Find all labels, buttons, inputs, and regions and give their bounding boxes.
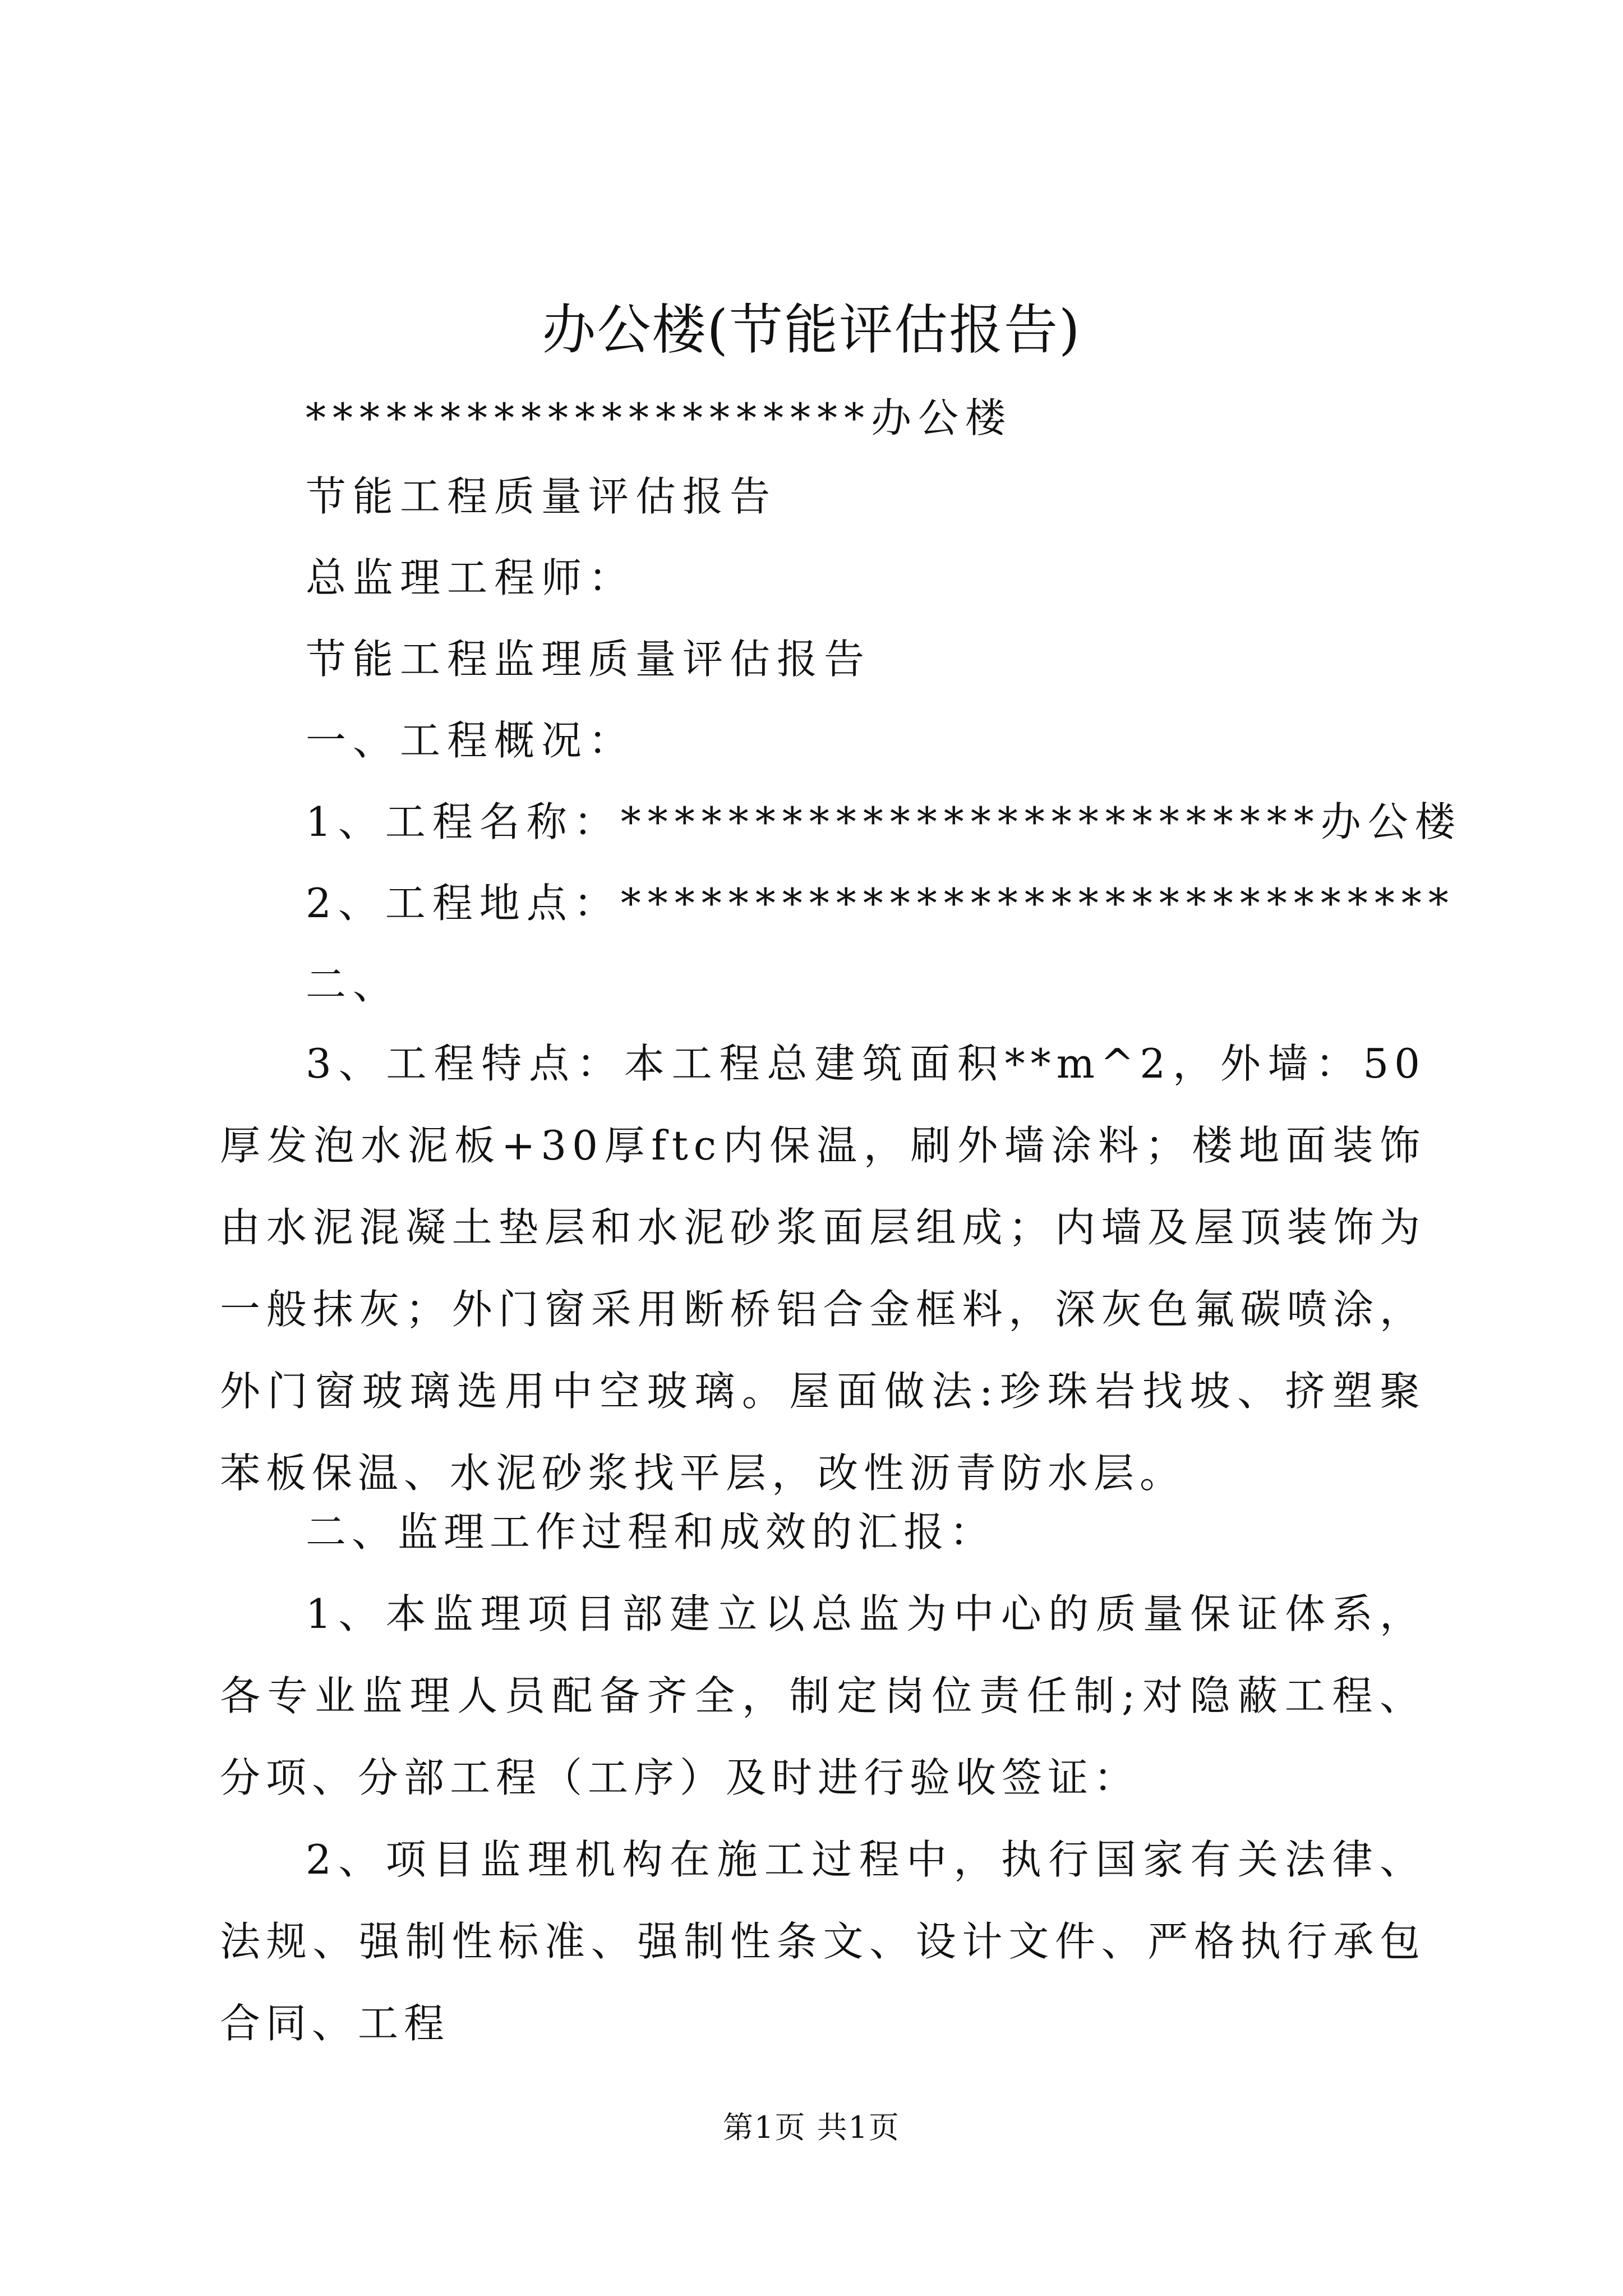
section-marker-two: 二、 [306, 961, 400, 1008]
paragraph-item-2: 2、项目监理机构在施工过程中，执行国家有关法律、法规、强制性标准、强制性条文、设计文件、严格执行承包合同、工程 [220, 1836, 1426, 2047]
document-title: 办公楼(节能评估报告) [542, 298, 1081, 361]
paragraph-project-features: 3、工程特点：本工程总建筑面积**m^2，外墙：50厚发泡水泥板+30厚ftc内保温，刷外墙涂料；楼地面装饰由水泥混凝土垫层和水泥砂浆面层组成；内墙及屋顶装饰为一般抹灰；外门窗采用断桥铝合金框料，深灰色氟碳喷涂，外门窗玻璃选用中空玻璃。屋面做法:珍珠岩找坡、挤塑聚苯板保温、水泥砂浆找平层，改性沥青防水层。 [220, 1040, 1426, 1497]
chief-engineer-label: 总监理工程师： [306, 554, 636, 601]
item-project-location: 2、工程地点：******************************* [306, 880, 1455, 927]
page-footer: 第1页 共1页 [723, 2110, 900, 2145]
section-heading-overview: 一、工程概况： [306, 717, 636, 764]
section-heading-supervision: 二、监理工作过程和成效的汇报： [306, 1508, 996, 1556]
item-project-name: 1、工程名称：**************************办公楼 [306, 798, 1462, 845]
report-heading: 节能工程监理质量评估报告 [306, 636, 872, 683]
paragraph-item-1: 1、本监理项目部建立以总监为中心的质量保证体系，各专业监理人员配备齐全，制定岗位责任制;对隐蔽工程、分项、分部工程（工序）及时进行验收签证： [220, 1590, 1426, 1801]
report-subtitle: 节能工程质量评估报告 [306, 473, 777, 520]
project-name-line: *********************办公楼 [306, 394, 1013, 441]
